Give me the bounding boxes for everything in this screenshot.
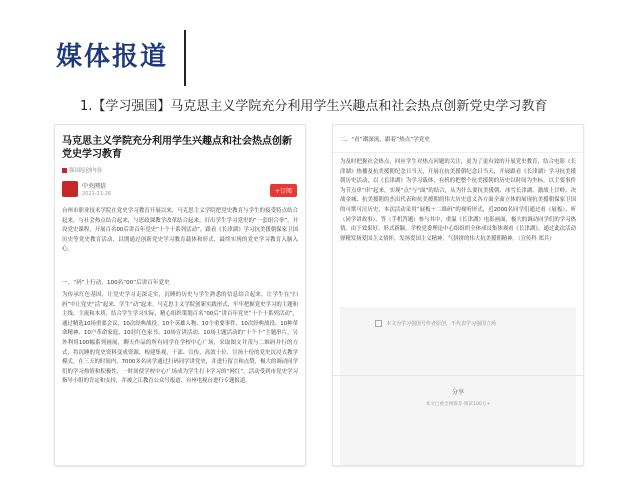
disclaimer-row	[371, 320, 496, 327]
divider	[333, 152, 583, 153]
body-paragraph: 为及时把握社会热点，回应学生对热点问题的关注，更为了更有效的开展党史教育，结合电影《长津湖》热播及抗美援朝纪念日当天，开展在抗美援朝纪念日当天，开展跟看《长津湖》学习抗美援朝历史活动，以《长津湖》为学习载体，有机的把整个抗美援朝的历史以时间为坐标，以主要事件为节点串“串”起来，实现“点”与“面”的结合，从为什么要抗美援朝、冰雪长津湖、激战上甘岭、决战金城、抗美援朝的杰出代表和抗美援朝的伟大历史意义各方面全面立体的展现抗美援朝保家卫国的可歌可泣历史。本次活动采用“展板＋二维码”的视听形式，近2000名同学们通过看（展板）、听（同学讲故事）、答（手机答题）参与其中，重温《长津湖》电影画面，极大的调动同学们的学习热情。由于效果好、形式新颖，学校党委理论中心组组织全体成员集体观看《长津湖》，通过此次活动弹精发扬爱国主义情怀，发扬爱国主义精神，气拼拼的伟大抗美援朝精神。（宣传科 郑兵）	[340, 159, 576, 242]
disclaimer-text: 本文为学习强国号作者原创，不代表学习强国立场	[386, 321, 497, 327]
avatar	[62, 181, 78, 197]
subscribe-button[interactable]: +订阅	[270, 184, 297, 197]
intro-paragraph: 台州市职业技术学院在党史学习教育开展以来，马克思主义学院把党史教育与学生的接受特点结合起来，与社会热点结合起来，与思政课教学改革结合起来，打出学生学习党史的“一套组合拳”，开设党史课程，开展百名00后讲百年党史“十个十系列活动”，跟看《长津湖》学习抗美援朝保家卫国历史等党史教育活动，以期通过创新党史学习教育载体和形式，最终实现的党史学习教育入脑入心。	[62, 208, 298, 253]
author-block	[62, 181, 111, 197]
article-footer-card	[340, 307, 576, 465]
author-name: 中央网信	[82, 183, 107, 190]
body-paragraph: 为传承红色基因，让党史学习走深走实，沉睡的历史与学生熟悉的信息结合起来，让学生在“扫码”中让党史“活”起来、学生“动”起来。马克思主义学院创新实践形式，牢牢把握党史学习的主题和主线、主流和本质，结合学生学习实际，精心组织策划百名“00后”讲百年党史“十个十系列活动”，通过精选10场重要会议、10次经典战役、10个英雄人物、10个重要事件、10次经典战役、10种革命精神、10户革命家庭、10封红色家书、10场宣讲活动、10场主题活动的“十个十”主题串片，另外利用100幅系列画展，聊天作品的所有同学在学校中心广场，采取图文并茂与二维码并行的方式，将沉睡的党史资料变成资源，构建集观、干部、宣传、高效十位、宣扬十份的党史沉浸式教学模式。在三天的时间内，7000多名同学通过扫码同学讲党史，并进行留言和点赞，极大的调动同学们的学习热情和积极性，一时间使学校中心广场成为学生打卡学习的“网红”。活动受到市党史学习指导小组的肯定和支持，并被之江教育公众号报道、台州电视台进行专题报道。	[62, 292, 298, 385]
slide-subtitle: 1.【学习强国】马克思主义学院充分利用学生兴趣点和社会热点创新党史学习教育	[80, 99, 548, 114]
title-divider	[184, 30, 186, 86]
original-tag-icon	[62, 168, 67, 173]
original-tag	[62, 166, 102, 174]
article-title: 马克思主义学院充分利用学生兴趣点和社会热点创新党史学习教育	[62, 136, 292, 160]
share-button[interactable]: 分享	[451, 389, 464, 396]
checkbox-icon	[375, 320, 382, 327]
original-tag-label: 强国原创内容	[69, 168, 103, 174]
footer-note: 本文已被全网推荐·阅读100万+	[425, 402, 491, 407]
section-title: 媒体报道	[56, 42, 169, 72]
section-heading-2: 二、“看”潮深流，跟着“热点”学党史	[340, 137, 430, 143]
right-article-screenshot	[333, 125, 583, 465]
left-article-screenshot	[55, 125, 305, 465]
section-heading-1: 一、“码”上行动，100名“00”后讲百年党史	[62, 280, 170, 286]
publish-date: 2021-11-26	[82, 191, 112, 197]
divider	[333, 375, 583, 376]
